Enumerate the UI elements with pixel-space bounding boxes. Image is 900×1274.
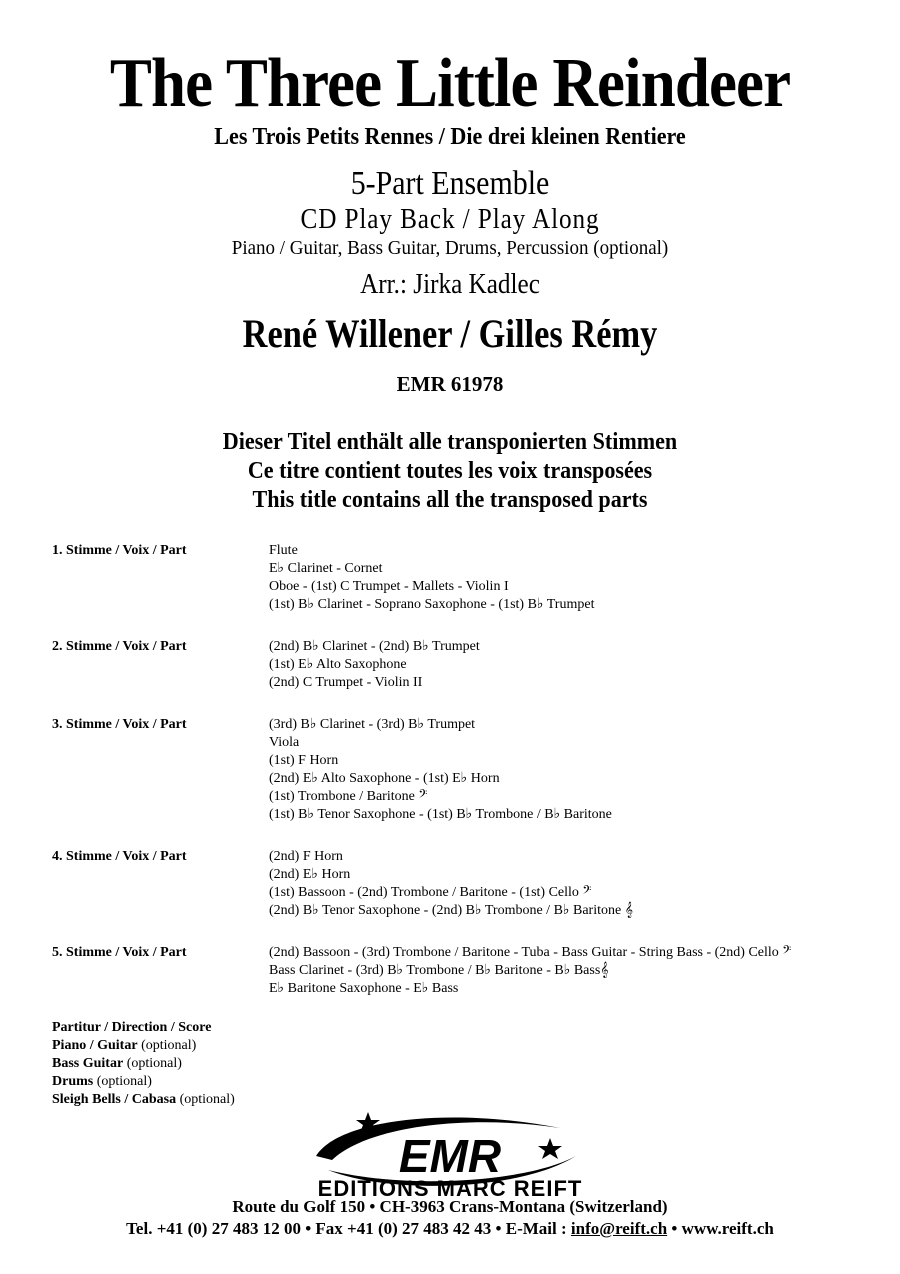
instrument-line: Viola <box>269 735 300 750</box>
additional-parts <box>52 1019 235 1109</box>
logo-text: EMR <box>398 1130 502 1182</box>
instrument-line: (2nd) B♭ Tenor Saxophone - (2nd) B♭ Trombone / B♭ Baritone 𝄞 <box>269 903 633 918</box>
extra-part-name: Bass Guitar <box>52 1056 124 1071</box>
contact-phone-fax: Tel. +41 (0) 27 483 12 00 • Fax +41 (0) 27 483 42 43 • E-Mail : <box>126 1219 571 1238</box>
part-instruments <box>269 542 872 618</box>
extra-part-note: (optional) <box>176 1092 235 1107</box>
notice-line-de: Dieser Titel enthält alle transponierten Stimmen <box>222 429 678 455</box>
transposition-notice <box>36 428 864 515</box>
part-group-2 <box>52 638 872 696</box>
page-title: The Three Little Reindeer <box>109 45 791 122</box>
extra-part-note: (optional) <box>137 1038 197 1053</box>
extra-part <box>52 1073 235 1091</box>
instrument-line: (1st) E♭ Alto Saxophone <box>269 657 407 672</box>
arranger: Arr.: Jirka Kadlec <box>360 269 540 300</box>
logo-star-right <box>538 1138 562 1159</box>
extra-part-name: Sleigh Bells / Cabasa <box>52 1092 177 1107</box>
publisher-contact <box>0 1218 900 1240</box>
extra-part-name: Drums <box>52 1074 94 1089</box>
instrument-line: (2nd) E♭ Alto Saxophone - (1st) E♭ Horn <box>269 771 500 786</box>
part-label: 2. Stimme / Voix / Part <box>52 639 187 654</box>
part-instruments <box>269 848 872 924</box>
extra-part <box>52 1019 235 1037</box>
cd-line: CD Play Back / Play Along <box>300 204 600 235</box>
part-group-5 <box>52 944 872 1002</box>
part-label: 3. Stimme / Voix / Part <box>52 717 187 732</box>
instrument-line: (2nd) C Trumpet - Violin II <box>269 675 423 690</box>
part-group-4 <box>52 848 872 924</box>
extra-part <box>52 1037 235 1055</box>
catalog-number: EMR 61978 <box>396 372 504 396</box>
subtitle: Les Trois Petits Rennes / Die drei kleinen Rentiere <box>214 124 686 150</box>
instrument-line: (3rd) B♭ Clarinet - (3rd) B♭ Trumpet <box>269 717 476 732</box>
instrument-line: (1st) Bassoon - (2nd) Trombone / Baritone - (1st) Cello 𝄢 <box>269 885 592 900</box>
instrument-line: Bass Clarinet - (3rd) B♭ Trombone / B♭ Baritone - B♭ Bass𝄞 <box>269 963 609 978</box>
part-label: 4. Stimme / Voix / Part <box>52 849 187 864</box>
composers: René Willener / Gilles Rémy <box>242 311 658 356</box>
part-instruments <box>269 716 872 828</box>
instrument-line: E♭ Baritone Saxophone - E♭ Bass <box>269 981 459 996</box>
instrument-line: (2nd) F Horn <box>269 849 343 864</box>
notice-line-en: This title contains all the transposed parts <box>252 487 648 513</box>
instrument-line: (2nd) Bassoon - (3rd) Trombone / Baritone - Tuba - Bass Guitar - String Bass - (2nd) Cello 𝄢 <box>269 945 792 960</box>
parts-list <box>52 542 872 1022</box>
instruments-line: Piano / Guitar, Bass Guitar, Drums, Percussion (optional) <box>231 237 669 259</box>
instrument-line: Oboe - (1st) C Trumpet - Mallets - Violin I <box>269 579 509 594</box>
notice-line-fr: Ce titre contient toutes les voix transposées <box>247 458 653 484</box>
part-instruments <box>269 944 872 1002</box>
instrument-line: (2nd) E♭ Horn <box>269 867 351 882</box>
part-instruments <box>269 638 872 696</box>
instrument-line: (1st) B♭ Clarinet - Soprano Saxophone - (1st) B♭ Trumpet <box>269 597 595 612</box>
part-label: 5. Stimme / Voix / Part <box>52 945 187 960</box>
extra-part-name: Partitur / Direction / Score <box>52 1020 212 1035</box>
extra-part-note: (optional) <box>123 1056 182 1071</box>
instrument-line: (1st) F Horn <box>269 753 339 768</box>
extra-part-note: (optional) <box>93 1074 152 1089</box>
contact-website[interactable]: • www.reift.ch <box>667 1219 774 1238</box>
email-link[interactable]: info@reift.ch <box>570 1219 668 1238</box>
publisher-name: EDITIONS MARC REIFT <box>317 1176 583 1201</box>
extra-part <box>52 1055 235 1073</box>
instrument-line: (2nd) B♭ Clarinet - (2nd) B♭ Trumpet <box>269 639 480 654</box>
part-group-3 <box>52 716 872 828</box>
instrument-line: (1st) B♭ Tenor Saxophone - (1st) B♭ Trombone / B♭ Baritone <box>269 807 612 822</box>
publisher-logo <box>298 1108 602 1204</box>
publisher-address: Route du Golf 150 • CH-3963 Crans-Montana (Switzerland) <box>232 1197 668 1216</box>
instrument-line: Flute <box>269 543 298 558</box>
part-label: 1. Stimme / Voix / Part <box>52 543 187 558</box>
extra-part-name: Piano / Guitar <box>52 1038 138 1053</box>
instrument-line: E♭ Clarinet - Cornet <box>269 561 383 576</box>
instrument-line: (1st) Trombone / Baritone 𝄢 <box>269 789 428 804</box>
part-group-1 <box>52 542 872 618</box>
ensemble-label: 5-Part Ensemble <box>350 165 550 202</box>
extra-part <box>52 1091 235 1109</box>
